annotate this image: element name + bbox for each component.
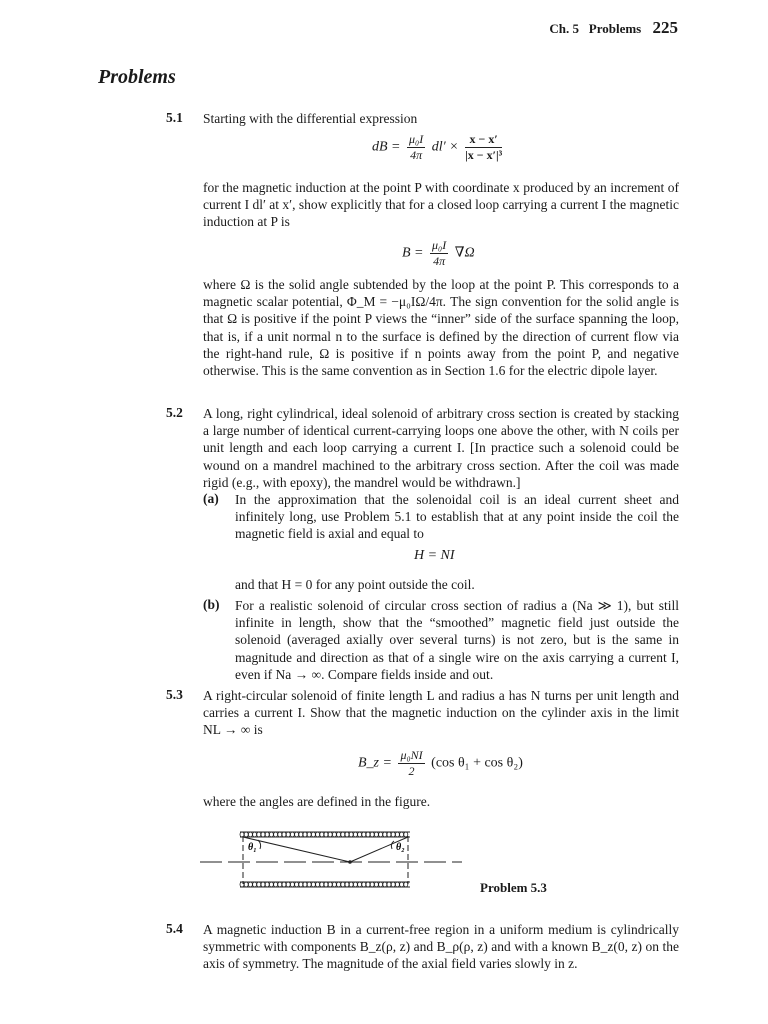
coil-turn: [400, 832, 404, 837]
problem-number-5-3: 5.3: [166, 687, 183, 702]
coil-turn: [379, 882, 383, 887]
coil-turn: [269, 882, 273, 887]
coil-turn: [328, 832, 332, 837]
coil-turn: [328, 882, 332, 887]
coil-turn: [379, 832, 383, 837]
coil-turn: [274, 882, 278, 887]
equation-h-ni: H = NI: [414, 548, 455, 563]
coil-turn: [278, 832, 282, 837]
coil-turn: [345, 832, 349, 837]
coil-turn: [265, 832, 269, 837]
problem-number-5-4: 5.4: [166, 921, 183, 936]
coil-turn: [358, 832, 362, 837]
header-chapter: Ch. 5: [549, 21, 580, 36]
figure-caption: Problem 5.3: [480, 880, 547, 895]
coil-turn: [253, 832, 257, 837]
coil-turn: [341, 832, 345, 837]
coil-turn: [320, 882, 324, 887]
coil-turn: [257, 882, 261, 887]
part-a-text: In the approximation that the solenoidal coil is an ideal current sheet and infinitely long, use Problem 5.1 to establish that at any point inside the coil the magnetic field is axial and equal to: [235, 492, 679, 542]
coil-turn: [282, 832, 286, 837]
coil-turn: [244, 832, 248, 837]
coil-turn: [295, 832, 299, 837]
coil-turn: [345, 882, 349, 887]
coil-turn: [311, 882, 315, 887]
problem-5-2-body: A long, right cylindrical, ideal solenoid of arbitrary cross section is created by stacking a large number of identical current-carrying loops one above the other, with N coils per unit length and each loop carrying a current I. [In practice such a solenoid could be wound on a mandrel machined to the arbitrary cross section. After the coil was made rigid (e.g., with epoxy), the mandrel would be withdrawn.]: [203, 406, 679, 490]
problem-5-1-body2: where Ω is the solid angle subtended by the loop at the point P. This corresponds to a magnetic scalar potential, Φ_M = −μ₀IΩ/4π. The sign convention for the solid angle is that Ω is positive if the point P views the “inner” side of the surface spanning the loop, that is, if a unit normal n to the surface is defined by the direction of current flow via the right-hand rule, Ω is positive if n points away from the point P, and negative otherwise. This is the same convention as in Section 1.6 for the electric dipole layer.: [203, 277, 679, 379]
coil-turn: [269, 832, 273, 837]
coil-turn: [341, 882, 345, 887]
coil-turn: [278, 882, 282, 887]
coil-turn: [337, 882, 341, 887]
problem-5-1-body1: for the magnetic induction at the point P with coordinate x produced by an increment of current I dl′ at x′, show explicitly that for a closed loop carrying a current I the magnetic induction at P is: [203, 180, 679, 230]
coil-turn: [324, 832, 328, 837]
coil-turn: [387, 882, 391, 887]
coil-turn: [395, 832, 399, 837]
coil-turn: [332, 882, 336, 887]
coil-turn: [383, 832, 387, 837]
coil-turn: [248, 832, 252, 837]
part-b-label: (b): [203, 597, 220, 612]
coil-turn: [307, 832, 311, 837]
coil-turn: [395, 882, 399, 887]
coil-turn: [374, 832, 378, 837]
section-title: Problems: [98, 66, 176, 88]
page-number: 225: [652, 18, 678, 37]
coil-turn: [358, 882, 362, 887]
coil-turn: [290, 882, 294, 887]
coil-turn: [362, 832, 366, 837]
coil-turn: [286, 832, 290, 837]
problem-number-5-2: 5.2: [166, 405, 183, 420]
problem-5-1-intro: Starting with the differential expression: [203, 111, 418, 126]
coil-turn: [295, 882, 299, 887]
coil-turn: [400, 882, 404, 887]
coil-turn: [387, 832, 391, 837]
coil-turn: [320, 832, 324, 837]
equation-b-grad: B = $\frac{\text{μ₀I}}{4\pi}$ ∇Ω: [402, 238, 475, 268]
coil-turn: [366, 882, 370, 887]
coil-turn: [261, 882, 265, 887]
coil-turn: [332, 832, 336, 837]
coil-turn: [391, 832, 395, 837]
point-p: [348, 860, 352, 864]
coil-turn: [311, 832, 315, 837]
coil-turn: [374, 882, 378, 887]
coil-turn: [353, 882, 357, 887]
coil-turn: [391, 882, 395, 887]
coil-turn: [349, 882, 353, 887]
theta2-label: θ₂: [396, 842, 405, 853]
problem-5-3-after: where the angles are defined in the figure.: [203, 794, 431, 809]
coil-turn: [248, 882, 252, 887]
coil-turn: [370, 882, 374, 887]
coil-turn: [404, 832, 408, 837]
problem-number-5-1: 5.1: [166, 110, 183, 125]
equation-db: dB = $\frac{\text{μ₀I}}{4\pi}$ dl′ × $\frac{x - x'}{\text{|x − x′|³}}$: [372, 132, 503, 162]
coil-turn: [307, 882, 311, 887]
coil-turn: [244, 882, 248, 887]
coil-turn: [286, 882, 290, 887]
coil-turn: [366, 832, 370, 837]
theta1-label: θ₁: [248, 842, 257, 853]
running-header: [549, 18, 678, 38]
coil-turn: [274, 832, 278, 837]
coil-turn: [265, 882, 269, 887]
coil-turn: [261, 832, 265, 837]
coil-turn: [370, 832, 374, 837]
coil-turn: [303, 882, 307, 887]
theta2-arc: [391, 841, 394, 849]
problem-5-3-body: A right-circular solenoid of finite length L and radius a has N turns per unit length and carries a current I. Show that the magnetic induction on the cylinder axis in the limit NL → ∞ is: [203, 688, 679, 738]
coil-turn: [324, 882, 328, 887]
part-a-label: (a): [203, 491, 219, 506]
coil-turn: [404, 882, 408, 887]
coil-turn: [290, 832, 294, 837]
problem-5-4-body: A magnetic induction B in a current-free region in a uniform medium is cylindrically symmetric with components B_z(ρ, z) and B_ρ(ρ, z) and with a known B_z(0, z) on the axis of symmetry. The magnitude of the axial field varies slowly in z.: [203, 922, 679, 972]
coil-turn: [253, 882, 257, 887]
coil-top-windings: [240, 832, 408, 837]
coil-bottom-windings: [240, 882, 408, 887]
coil-turn: [282, 882, 286, 887]
coil-turn: [316, 882, 320, 887]
coil-turn: [362, 882, 366, 887]
coil-turn: [303, 832, 307, 837]
coil-turn: [353, 832, 357, 837]
coil-turn: [299, 882, 303, 887]
coil-turn: [257, 832, 261, 837]
part-b-text: For a realistic solenoid of circular cross section of radius a (Na ≫ 1), but still infinite in length, show that the “smoothed” magnetic field just outside the solenoid (averaged axially over several turns) is not zero, but is the same in magnitude and direction as that of a single wire on the axis carrying a current I, even if Na → ∞. Compare fields inside and out.: [235, 598, 679, 682]
equation-bz: B_z = $\frac{\text{μ₀NI}}{2}$ (cos θ₁ + cos θ₂): [358, 748, 523, 778]
coil-turn: [383, 882, 387, 887]
coil-turn: [299, 832, 303, 837]
header-section: Problems: [588, 21, 642, 36]
coil-turn: [316, 832, 320, 837]
solenoid-figure: [196, 826, 466, 894]
coil-turn: [337, 832, 341, 837]
part-a-after: and that H = 0 for any point outside the coil.: [235, 577, 475, 592]
coil-turn: [349, 832, 353, 837]
